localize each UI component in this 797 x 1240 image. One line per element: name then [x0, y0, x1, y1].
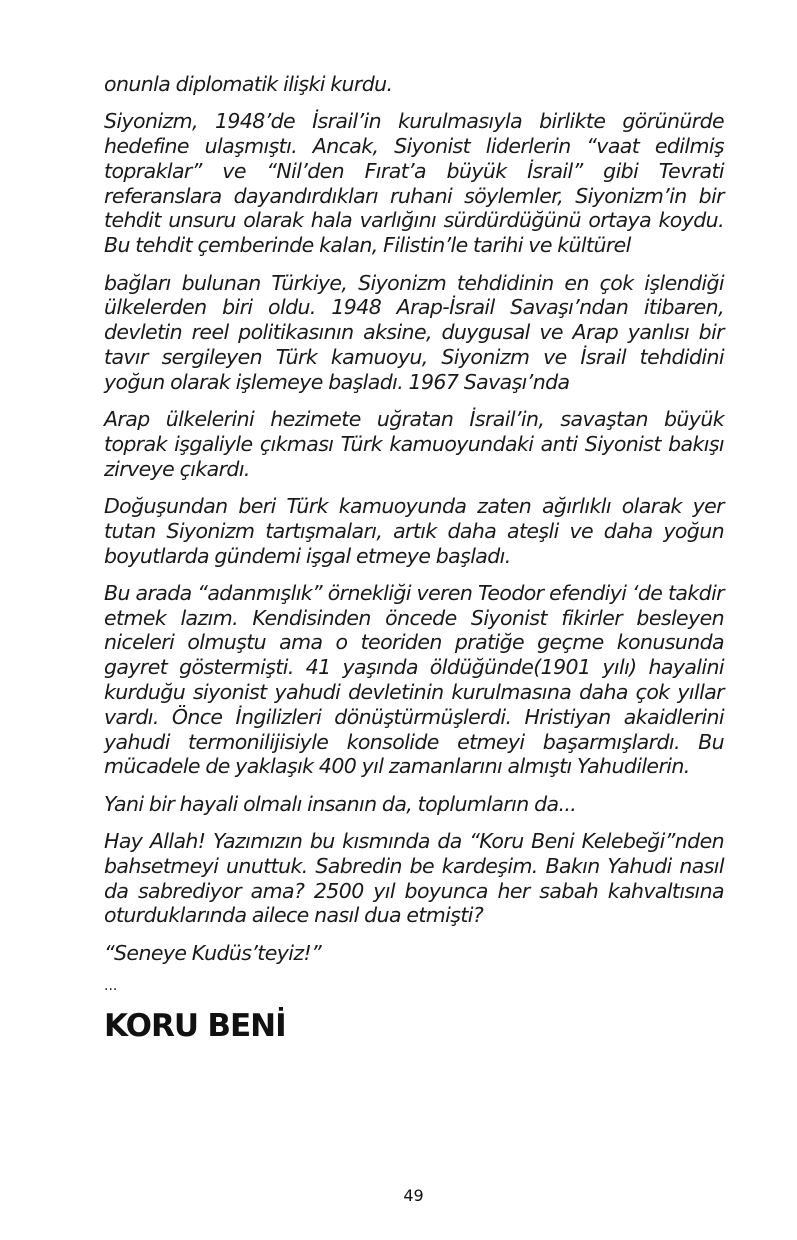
paragraph: Bu arada “adanmışlık” örnekliği veren Teodor efendiyi ‘de takdir etmek lazım. Kendisinden öncede Siyonist fikirler besleyen niceleri olmuştu ama o teoriden pratiğe geçme konusunda gayret göstermişti. 41 yaşında öldüğünde(1901 yılı) hayalini kurduğu siyonist yahudi devletinin kurulmasına daha çok yıllar vardı. Önce İngilizleri dönüştürmüşlerdi. Hristiyan akaidlerini yahudi termonilijisiyle konsolide etmeyi başarmışlardı. Bu mücadele de yaklaşık 400 yıl zamanlarını almıştı Yahudilerin.: [104, 580, 724, 779]
section-heading: KORU BENİ: [104, 1007, 286, 1044]
paragraph: Siyonizm, 1948’de İsrail’in kurulmasıyla birlikte görünürde hedefine ulaşmıştı. Ancak, Siyonist liderlerin “vaat edilmiş topraklar” ve “Nil’den Fırat’a büyük İsrail” gibi Tevrati referanslara dayandırdıkları ruhani söylemler, Siyonizm’in bir tehdit unsuru olarak hala varlığını sürdürdüğünü ortaya koydu. Bu tehdit çemberinde kalan, Filistin’le tarihi ve kültürel: [104, 109, 724, 258]
page-body: [104, 72, 724, 1045]
paragraph: Doğuşundan beri Türk kamuoyunda zaten ağırlıklı olarak yer tutan Siyonizm tartışmaları, artık daha ateşli ve daha yoğun boyutlarda gündemi işgal etmeye başladı.: [104, 493, 724, 568]
paragraph: Arap ülkelerini hezimete uğratan İsrail’in, savaştan büyük toprak işgaliyle çıkması Türk kamuoyundaki anti Siyonist bakışı zirveye çıkardı.: [104, 407, 724, 481]
paragraph: “Seneye Kudüs’teyiz!”: [104, 940, 322, 965]
paragraph: onunla diplomatik ilişki kurdu.: [104, 72, 393, 96]
page-number: 49: [403, 1186, 424, 1205]
ellipsis: ...: [104, 978, 118, 994]
paragraph: Hay Allah! Yazımızın bu kısmında da “Koru Beni Kelebeği”nden bahsetmeyi unuttuk. Sabredin be kardeşim. Bakın Yahudi nasıl da sabrediyor ama? 2500 yıl boyunca her sabah kahvaltısına oturduklarında ailece nasıl dua etmişti?: [104, 829, 724, 928]
paragraph: Yani bir hayali olmalı insanın da, toplumların da...: [104, 791, 577, 816]
paragraph: bağları bulunan Türkiye, Siyonizm tehdidinin en çok işlendiği ülkelerden biri oldu. 1948 Arap-İsrail Savaşı’ndan itibaren, devletin reel politikasının aksine, duygusal ve Arap yanlısı bir tavır sergileyen Türk kamuoyu, Siyonizm ve İsrail tehdidini yoğun olarak işlemeye başladı. 1967 Savaşı’nda: [104, 270, 724, 394]
